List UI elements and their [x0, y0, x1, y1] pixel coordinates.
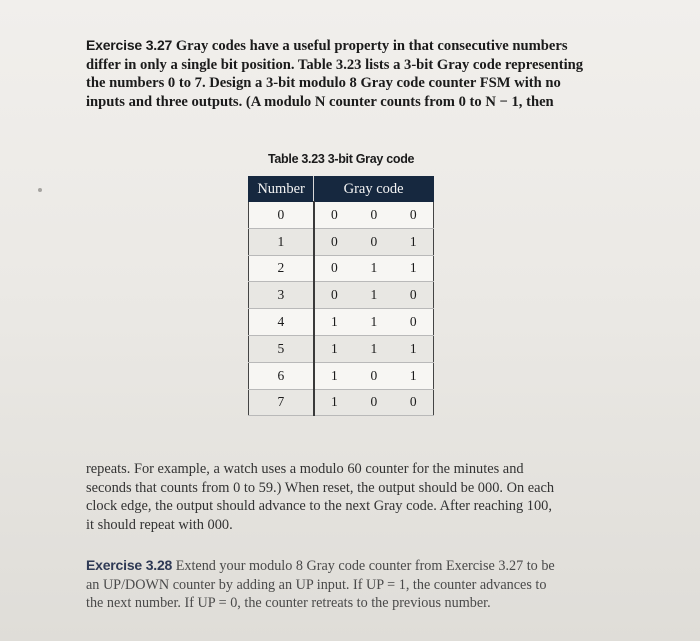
gray-bit-cell: 1: [314, 389, 354, 416]
exercise-3-27-intro: [86, 36, 606, 111]
gray-bit-cell: 1: [394, 362, 434, 389]
continuation-line-4: it should repeat with 000.: [86, 516, 233, 533]
number-cell: 6: [249, 362, 314, 389]
gray-bit-cell: 0: [354, 389, 393, 416]
gray-bit-cell: 1: [394, 228, 434, 255]
gray-bit-cell: 0: [394, 309, 434, 336]
number-cell: 0: [249, 202, 314, 229]
number-cell: 3: [249, 282, 314, 309]
table-row: [249, 228, 434, 255]
exercise-3-27-line-3: the numbers 0 to 7. Design a 3-bit modulo 8 Gray code counter FSM with no: [86, 75, 561, 91]
gray-code-column-header: Gray code: [314, 177, 434, 202]
table-row: [249, 309, 434, 336]
gray-bit-cell: 1: [394, 335, 434, 362]
gray-bit-cell: 0: [354, 362, 393, 389]
gray-bit-cell: 0: [314, 202, 354, 229]
gray-bit-cell: 0: [314, 282, 354, 309]
continuation-line-2: seconds that counts from 0 to 59.) When reset, the output should be 000. On each: [86, 479, 555, 496]
number-column-header: Number: [249, 177, 314, 202]
number-cell: 5: [249, 335, 314, 362]
table-body: [249, 202, 434, 416]
gray-bit-cell: 1: [314, 335, 354, 362]
table-title: Table 3.23 3-bit Gray code: [268, 152, 415, 166]
exercise-3-27-line-2: differ in only a single bit position. Table 3.23 lists a 3-bit Gray code representing: [86, 56, 584, 73]
number-cell: 2: [249, 255, 314, 282]
exercise-3-28-line-3: the next number. If UP = 0, the counter retreats to the previous number.: [86, 595, 491, 611]
exercise-3-27-continuation: [86, 460, 606, 534]
gray-bit-cell: 1: [314, 362, 354, 389]
continuation-line-1: repeats. For example, a watch uses a modulo 60 counter for the minutes and: [86, 461, 524, 477]
speck-mark: [38, 188, 42, 192]
gray-bit-cell: 0: [394, 202, 434, 229]
number-cell: 7: [249, 389, 314, 416]
table-row: [249, 335, 434, 362]
gray-bit-cell: 0: [314, 255, 354, 282]
exercise-3-28-line-1: Extend your modulo 8 Gray code counter from Exercise 3.27 to be: [175, 558, 555, 574]
table-row: [249, 255, 434, 282]
table-header-row: [249, 177, 434, 202]
exercise-3-28-line-2: an UP/DOWN counter by adding an UP input. If UP = 1, the counter advances to: [86, 576, 547, 593]
number-cell: 1: [249, 228, 314, 255]
exercise-3-27-heading: Exercise 3.27: [86, 37, 173, 53]
gray-bit-cell: 0: [394, 389, 434, 416]
exercise-3-27-line-1: Gray codes have a useful property in that consecutive numbers: [175, 38, 568, 54]
continuation-line-3: clock edge, the output should advance to the next Gray code. After reaching 100,: [86, 498, 552, 514]
gray-code-table: [248, 176, 434, 416]
table-row: [249, 362, 434, 389]
gray-bit-cell: 0: [314, 228, 354, 255]
gray-bit-cell: 0: [394, 282, 434, 309]
exercise-3-28: [86, 556, 606, 613]
gray-bit-cell: 1: [354, 309, 393, 336]
gray-bit-cell: 1: [354, 335, 393, 362]
table-row: [249, 202, 434, 229]
exercise-3-27-line-4: inputs and three outputs. (A modulo N counter counts from 0 to N − 1, then: [86, 93, 554, 110]
gray-bit-cell: 0: [354, 202, 393, 229]
gray-bit-cell: 1: [354, 255, 393, 282]
exercise-3-28-heading: Exercise 3.28: [86, 557, 173, 573]
table-row: [249, 389, 434, 416]
number-cell: 4: [249, 309, 314, 336]
gray-bit-cell: 0: [354, 228, 393, 255]
gray-bit-cell: 1: [394, 255, 434, 282]
table-row: [249, 282, 434, 309]
gray-bit-cell: 1: [314, 309, 354, 336]
gray-bit-cell: 1: [354, 282, 393, 309]
